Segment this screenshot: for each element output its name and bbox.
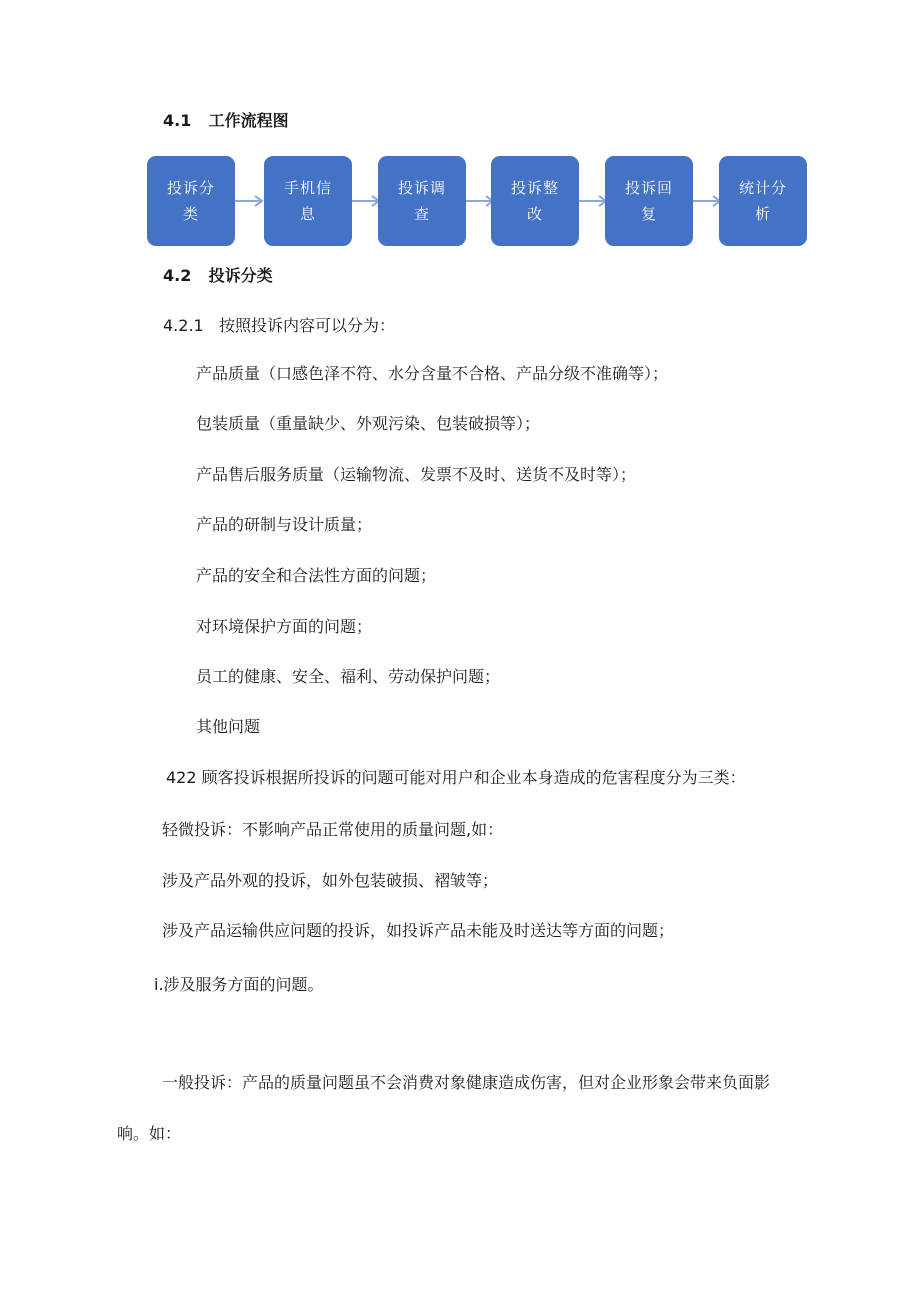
section-title: 工作流程图: [208, 111, 289, 130]
list-item: 产品的研制与设计质量；: [196, 515, 373, 534]
flow-step-label: 类: [182, 205, 199, 223]
section-number: 4.1: [163, 111, 192, 130]
flow-step-label: 统计分: [738, 179, 787, 197]
flow-step-label: 查: [413, 205, 430, 223]
flow-step-label: 息: [299, 205, 316, 223]
flow-arrow: [235, 194, 265, 208]
subsection-4-2-2: 422 顾客投诉根据所投诉的问题可能对用户和企业本身造成的危害程度分为三类：: [166, 768, 746, 787]
flow-step-complaint-investigation: [378, 156, 466, 246]
general-complaint-line-2: 响。如：: [117, 1124, 182, 1143]
list-item: 产品质量（口感色泽不符、水分含量不合格、产品分级不准确等）；: [196, 364, 669, 383]
list-item: 产品的安全和合法性方面的问题；: [196, 566, 437, 585]
flow-step-complaint-reply: [605, 156, 693, 246]
list-item: 涉及产品外观的投诉，如外包装破损、褶皱等；: [162, 871, 499, 890]
flow-step-label: 投诉整: [510, 179, 559, 197]
list-item: 员工的健康、安全、福利、劳动保护问题；: [196, 667, 501, 686]
section-title: 投诉分类: [208, 266, 273, 285]
flow-step-label: 复: [640, 205, 657, 223]
flow-step-complaint-rectification: [491, 156, 579, 246]
general-complaint-line-1: 一般投诉：产品的质量问题虽不会消费对象健康造成伤害，但对企业形象会带来负面影: [162, 1073, 771, 1092]
flow-step-complaint-classification: [147, 156, 235, 246]
flow-step-label: 手机信: [283, 179, 332, 197]
flow-step-label: 投诉分: [166, 179, 215, 197]
section-heading-4-2: [163, 263, 273, 286]
flow-step-label: 投诉调: [397, 179, 446, 197]
list-item: 其他问题: [196, 717, 261, 736]
minor-complaint-intro: 轻微投诉：不影响产品正常使用的质量问题,如：: [162, 820, 504, 839]
flow-step-collect-information: [264, 156, 352, 246]
flow-step-statistical-analysis: [719, 156, 807, 246]
section-number: 4.2: [163, 266, 192, 285]
list-item: 产品售后服务质量（运输物流、发票不及时、送货不及时等）；: [196, 465, 637, 484]
subsection-4-2-1: 4.2.1 按照投诉内容可以分为：: [163, 316, 395, 335]
list-item: i.涉及服务方面的问题。: [154, 975, 324, 994]
list-item: 包装质量（重量缺少、外观污染、包装破损等）；: [196, 414, 541, 433]
workflow-diagram: [0, 0, 920, 260]
flow-step-label: 改: [526, 205, 543, 223]
flow-step-label: 析: [754, 205, 771, 223]
flow-step-label: 投诉回: [624, 179, 673, 197]
list-item: 对环境保护方面的问题；: [196, 617, 373, 636]
list-item: 涉及产品运输供应问题的投诉，如投诉产品未能及时送达等方面的问题；: [162, 921, 675, 940]
